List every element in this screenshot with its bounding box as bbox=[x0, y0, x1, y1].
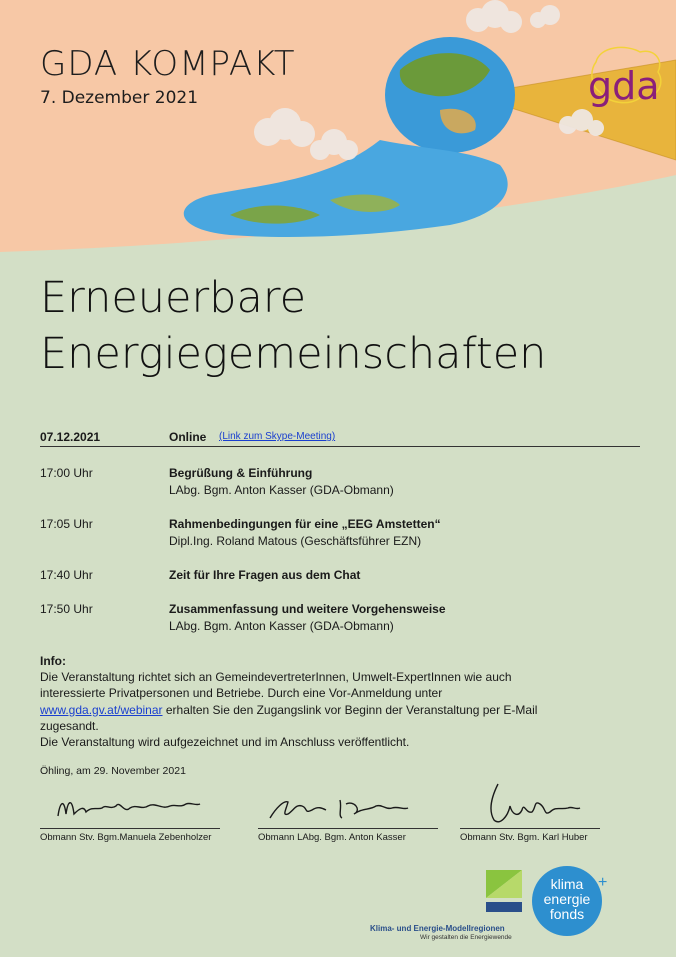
agenda-title: Rahmenbedingungen für eine „EEG Amstetten“ bbox=[169, 517, 441, 531]
signature-image bbox=[460, 780, 640, 826]
agenda-speaker: LAbg. Bgm. Anton Kasser (GDA-Obmann) bbox=[169, 483, 394, 497]
signature-image bbox=[258, 780, 438, 826]
signature-block bbox=[460, 780, 640, 843]
header-date: 7. Dezember 2021 bbox=[40, 88, 199, 108]
header-title: GDA KOMPAKT bbox=[40, 44, 296, 84]
info-heading: Info: bbox=[40, 654, 66, 668]
fonds-line-1: klima bbox=[550, 876, 584, 892]
agenda-time: 17:50 Uhr bbox=[40, 602, 93, 616]
agenda-speaker: LAbg. Bgm. Anton Kasser (GDA-Obmann) bbox=[169, 619, 394, 633]
fonds-line-3: fonds bbox=[549, 906, 585, 922]
agenda-title: Begrüßung & Einführung bbox=[169, 466, 313, 480]
fonds-plus-icon: + bbox=[598, 874, 608, 891]
kem-slogan: Wir gestalten die Energiewende bbox=[420, 934, 512, 941]
info-line: Die Veranstaltung richtet sich an GemeindevertreterInnen, Umwelt-ExpertInnen wie auch bbox=[40, 670, 512, 685]
agenda-time: 17:40 Uhr bbox=[40, 568, 93, 582]
signature-block bbox=[40, 780, 220, 843]
signature-image bbox=[40, 780, 220, 826]
info-line: zugesandt. bbox=[40, 718, 99, 733]
kem-logo bbox=[368, 868, 528, 941]
agenda-title: Zusammenfassung und weitere Vorgehensweise bbox=[169, 602, 446, 616]
signature-block bbox=[258, 780, 438, 843]
header-artwork bbox=[0, 0, 676, 270]
page-title-line-2: Energiegemeinschaften bbox=[40, 329, 547, 379]
info-section bbox=[40, 653, 640, 750]
signature-caption: Obmann Stv. Bgm.Manuela Zebenholzer bbox=[40, 832, 212, 843]
skype-meeting-link[interactable]: (Link zum Skype-Meeting) bbox=[219, 431, 336, 442]
gda-logo: gda bbox=[588, 64, 660, 108]
event-date: 07.12.2021 bbox=[40, 430, 101, 444]
event-mode: Online bbox=[169, 430, 207, 444]
signature-caption: Obmann LAbg. Bgm. Anton Kasser bbox=[258, 832, 406, 843]
agenda-title: Zeit für Ihre Fragen aus dem Chat bbox=[169, 568, 361, 582]
klima-energie-fonds-logo bbox=[532, 866, 608, 936]
agenda-time: 17:00 Uhr bbox=[40, 466, 93, 480]
info-line bbox=[40, 702, 640, 718]
fonds-line-2: energie bbox=[543, 891, 591, 907]
signature-caption: Obmann Stv. Bgm. Karl Huber bbox=[460, 832, 588, 843]
kem-name: Klima- und Energie-Modellregionen bbox=[370, 924, 505, 933]
event-date-row bbox=[40, 430, 640, 447]
page-title bbox=[40, 270, 546, 382]
webinar-link[interactable]: www.gda.gv.at/webinar bbox=[40, 702, 163, 717]
info-line: interessierte Privatpersonen und Betriebe. Durch eine Vor-Anmeldung unter bbox=[40, 686, 443, 701]
agenda-speaker: Dipl.Ing. Roland Matous (Geschäftsführer EZN) bbox=[169, 534, 422, 548]
page-title-line-1: Erneuerbare bbox=[40, 273, 307, 323]
place-date: Öhling, am 29. November 2021 bbox=[40, 765, 186, 777]
agenda-time: 17:05 Uhr bbox=[40, 517, 93, 531]
kem-logo-mark bbox=[368, 868, 528, 924]
info-line-rest: erhalten Sie den Zugangslink vor Beginn der Veranstaltung per E-Mail bbox=[162, 702, 538, 717]
info-line: Die Veranstaltung wird aufgezeichnet und im Anschluss veröffentlicht. bbox=[40, 735, 410, 750]
